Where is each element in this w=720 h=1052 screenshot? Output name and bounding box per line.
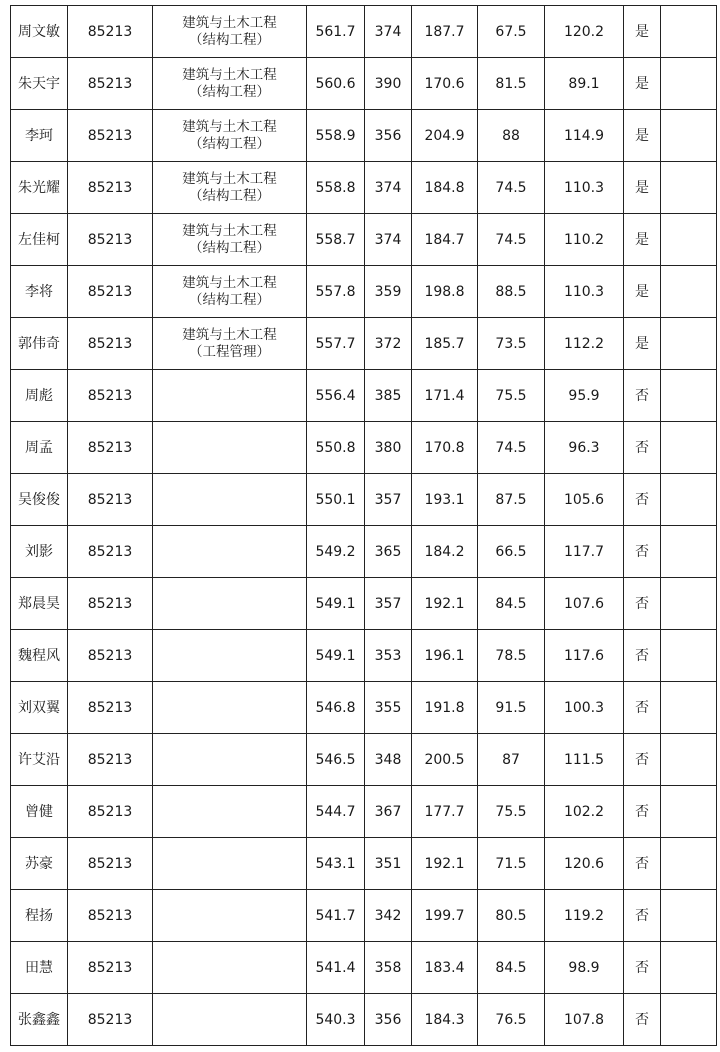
cell-code: 85213 [68,6,153,58]
cell-flag: 否 [624,786,661,838]
cell-flag: 否 [624,994,661,1046]
cell-total-score: 558.9 [307,110,365,162]
cell-flag: 是 [624,162,661,214]
cell-score-1: 367 [365,786,412,838]
cell-flag: 否 [624,682,661,734]
cell-name: 左佳柯 [11,214,68,266]
cell-score-4: 117.7 [545,526,624,578]
table-row [11,370,717,422]
cell-score-1: 380 [365,422,412,474]
major-line: 建筑与土木工程 [182,222,277,239]
cell-total-score: 541.4 [307,942,365,994]
table-row [11,526,717,578]
cell-note [661,682,717,734]
cell-flag: 否 [624,942,661,994]
cell-score-3: 67.5 [478,6,545,58]
cell-major [153,838,307,890]
cell-code: 85213 [68,526,153,578]
cell-score-4: 89.1 [545,58,624,110]
major-line: （结构工程） [189,135,270,152]
major-line: （结构工程） [189,291,270,308]
cell-code: 85213 [68,942,153,994]
cell-flag: 是 [624,318,661,370]
cell-score-1: 342 [365,890,412,942]
cell-name: 曾健 [11,786,68,838]
cell-major [153,994,307,1046]
cell-score-3: 74.5 [478,422,545,474]
cell-flag: 是 [624,58,661,110]
cell-score-4: 120.6 [545,838,624,890]
cell-total-score: 541.7 [307,890,365,942]
cell-major [153,630,307,682]
cell-major [153,682,307,734]
cell-score-4: 117.6 [545,630,624,682]
cell-code: 85213 [68,110,153,162]
cell-score-1: 356 [365,110,412,162]
cell-name: 刘双翼 [11,682,68,734]
cell-name: 李珂 [11,110,68,162]
cell-score-3: 84.5 [478,578,545,630]
cell-score-4: 100.3 [545,682,624,734]
cell-major [153,266,307,318]
cell-score-1: 385 [365,370,412,422]
cell-score-4: 110.3 [545,162,624,214]
cell-name: 郭伟奇 [11,318,68,370]
cell-note [661,6,717,58]
cell-score-1: 357 [365,474,412,526]
cell-score-2: 198.8 [412,266,478,318]
table-row [11,162,717,214]
cell-total-score: 556.4 [307,370,365,422]
table-body [11,6,717,1046]
table-row [11,6,717,58]
cell-score-3: 74.5 [478,162,545,214]
cell-score-3: 91.5 [478,682,545,734]
table-row [11,578,717,630]
cell-score-1: 372 [365,318,412,370]
cell-score-3: 71.5 [478,838,545,890]
cell-code: 85213 [68,630,153,682]
cell-name: 周文敏 [11,6,68,58]
cell-score-1: 355 [365,682,412,734]
cell-flag: 否 [624,838,661,890]
cell-score-2: 192.1 [412,838,478,890]
cell-name: 朱天宇 [11,58,68,110]
cell-total-score: 550.1 [307,474,365,526]
cell-score-4: 105.6 [545,474,624,526]
cell-note [661,370,717,422]
cell-major [153,578,307,630]
cell-note [661,162,717,214]
cell-note [661,526,717,578]
cell-name: 郑晨昊 [11,578,68,630]
cell-score-2: 185.7 [412,318,478,370]
cell-code: 85213 [68,786,153,838]
cell-score-2: 191.8 [412,682,478,734]
cell-total-score: 557.7 [307,318,365,370]
cell-major [153,370,307,422]
cell-total-score: 546.8 [307,682,365,734]
cell-major [153,162,307,214]
cell-name: 朱光耀 [11,162,68,214]
cell-score-2: 184.8 [412,162,478,214]
cell-score-2: 183.4 [412,942,478,994]
cell-major [153,942,307,994]
cell-name: 田慧 [11,942,68,994]
cell-note [661,58,717,110]
major-line: 建筑与土木工程 [182,14,277,31]
cell-code: 85213 [68,214,153,266]
cell-total-score: 557.8 [307,266,365,318]
results-table [10,5,717,1046]
cell-name: 刘影 [11,526,68,578]
major-line: （结构工程） [189,31,270,48]
cell-score-4: 95.9 [545,370,624,422]
cell-note [661,578,717,630]
cell-flag: 是 [624,214,661,266]
cell-score-3: 80.5 [478,890,545,942]
table-row [11,786,717,838]
table-row [11,110,717,162]
cell-name: 张鑫鑫 [11,994,68,1046]
cell-code: 85213 [68,994,153,1046]
table-row [11,474,717,526]
cell-name: 魏程风 [11,630,68,682]
cell-major [153,734,307,786]
cell-score-4: 107.8 [545,994,624,1046]
cell-total-score: 558.8 [307,162,365,214]
cell-score-3: 73.5 [478,318,545,370]
cell-flag: 否 [624,630,661,682]
table-row [11,318,717,370]
cell-code: 85213 [68,58,153,110]
cell-code: 85213 [68,318,153,370]
cell-score-2: 196.1 [412,630,478,682]
cell-major [153,6,307,58]
cell-score-2: 177.7 [412,786,478,838]
cell-score-3: 87.5 [478,474,545,526]
cell-score-2: 184.3 [412,994,478,1046]
cell-score-4: 102.2 [545,786,624,838]
cell-score-3: 81.5 [478,58,545,110]
cell-code: 85213 [68,474,153,526]
cell-score-3: 87 [478,734,545,786]
cell-score-2: 170.8 [412,422,478,474]
cell-score-1: 351 [365,838,412,890]
cell-flag: 是 [624,6,661,58]
cell-major [153,786,307,838]
cell-score-4: 110.2 [545,214,624,266]
cell-code: 85213 [68,682,153,734]
cell-major [153,110,307,162]
cell-note [661,734,717,786]
cell-major [153,890,307,942]
cell-score-2: 184.7 [412,214,478,266]
major-line: （结构工程） [189,239,270,256]
major-line: （结构工程） [189,187,270,204]
cell-code: 85213 [68,162,153,214]
cell-flag: 否 [624,474,661,526]
cell-flag: 是 [624,110,661,162]
cell-major [153,474,307,526]
cell-total-score: 549.1 [307,578,365,630]
cell-score-2: 200.5 [412,734,478,786]
cell-note [661,994,717,1046]
cell-score-3: 66.5 [478,526,545,578]
cell-score-4: 98.9 [545,942,624,994]
major-line: 建筑与土木工程 [182,170,277,187]
cell-score-3: 76.5 [478,994,545,1046]
cell-score-1: 353 [365,630,412,682]
cell-score-2: 170.6 [412,58,478,110]
cell-note [661,422,717,474]
cell-flag: 否 [624,890,661,942]
cell-score-3: 78.5 [478,630,545,682]
cell-name: 周彪 [11,370,68,422]
cell-score-2: 171.4 [412,370,478,422]
cell-flag: 否 [624,370,661,422]
cell-total-score: 550.8 [307,422,365,474]
cell-code: 85213 [68,578,153,630]
cell-name: 程扬 [11,890,68,942]
cell-code: 85213 [68,370,153,422]
major-line: 建筑与土木工程 [182,66,277,83]
cell-note [661,110,717,162]
cell-score-4: 107.6 [545,578,624,630]
cell-score-2: 187.7 [412,6,478,58]
cell-score-4: 96.3 [545,422,624,474]
cell-score-2: 199.7 [412,890,478,942]
cell-score-2: 184.2 [412,526,478,578]
cell-flag: 是 [624,266,661,318]
cell-flag: 否 [624,578,661,630]
cell-score-3: 88.5 [478,266,545,318]
cell-score-1: 374 [365,6,412,58]
table-row [11,266,717,318]
cell-code: 85213 [68,422,153,474]
cell-name: 周孟 [11,422,68,474]
cell-code: 85213 [68,266,153,318]
major-line: （结构工程） [189,83,270,100]
cell-score-4: 110.3 [545,266,624,318]
cell-score-4: 112.2 [545,318,624,370]
cell-note [661,318,717,370]
cell-name: 吴俊俊 [11,474,68,526]
cell-note [661,474,717,526]
table-row [11,942,717,994]
cell-score-4: 119.2 [545,890,624,942]
cell-total-score: 540.3 [307,994,365,1046]
cell-name: 许艾沿 [11,734,68,786]
cell-score-4: 114.9 [545,110,624,162]
cell-total-score: 549.2 [307,526,365,578]
cell-score-1: 390 [365,58,412,110]
cell-score-1: 357 [365,578,412,630]
cell-total-score: 546.5 [307,734,365,786]
cell-score-1: 348 [365,734,412,786]
cell-total-score: 543.1 [307,838,365,890]
cell-total-score: 544.7 [307,786,365,838]
cell-total-score: 549.1 [307,630,365,682]
major-line: 建筑与土木工程 [182,274,277,291]
cell-total-score: 561.7 [307,6,365,58]
cell-score-2: 204.9 [412,110,478,162]
table-row [11,890,717,942]
cell-score-3: 88 [478,110,545,162]
cell-flag: 否 [624,422,661,474]
cell-score-1: 374 [365,162,412,214]
cell-note [661,942,717,994]
cell-score-3: 75.5 [478,370,545,422]
cell-note [661,266,717,318]
cell-flag: 否 [624,526,661,578]
cell-code: 85213 [68,838,153,890]
cell-score-1: 358 [365,942,412,994]
table-row [11,838,717,890]
cell-code: 85213 [68,734,153,786]
cell-score-1: 365 [365,526,412,578]
cell-major [153,526,307,578]
cell-note [661,890,717,942]
cell-major [153,214,307,266]
cell-total-score: 560.6 [307,58,365,110]
cell-score-1: 356 [365,994,412,1046]
cell-name: 苏豪 [11,838,68,890]
table-row [11,422,717,474]
major-line: （工程管理） [189,343,270,360]
major-line: 建筑与土木工程 [182,118,277,135]
cell-flag: 否 [624,734,661,786]
table-row [11,994,717,1046]
cell-note [661,838,717,890]
table-row [11,214,717,266]
major-line: 建筑与土木工程 [182,326,277,343]
cell-score-4: 111.5 [545,734,624,786]
cell-score-3: 74.5 [478,214,545,266]
table-row [11,630,717,682]
cell-note [661,630,717,682]
cell-major [153,422,307,474]
cell-note [661,214,717,266]
table-row [11,58,717,110]
cell-note [661,786,717,838]
table-row [11,682,717,734]
cell-score-2: 192.1 [412,578,478,630]
cell-score-2: 193.1 [412,474,478,526]
cell-major [153,318,307,370]
cell-code: 85213 [68,890,153,942]
cell-score-1: 359 [365,266,412,318]
cell-score-4: 120.2 [545,6,624,58]
cell-score-1: 374 [365,214,412,266]
cell-major [153,58,307,110]
cell-name: 李将 [11,266,68,318]
table-row [11,734,717,786]
cell-score-3: 75.5 [478,786,545,838]
cell-score-3: 84.5 [478,942,545,994]
cell-total-score: 558.7 [307,214,365,266]
